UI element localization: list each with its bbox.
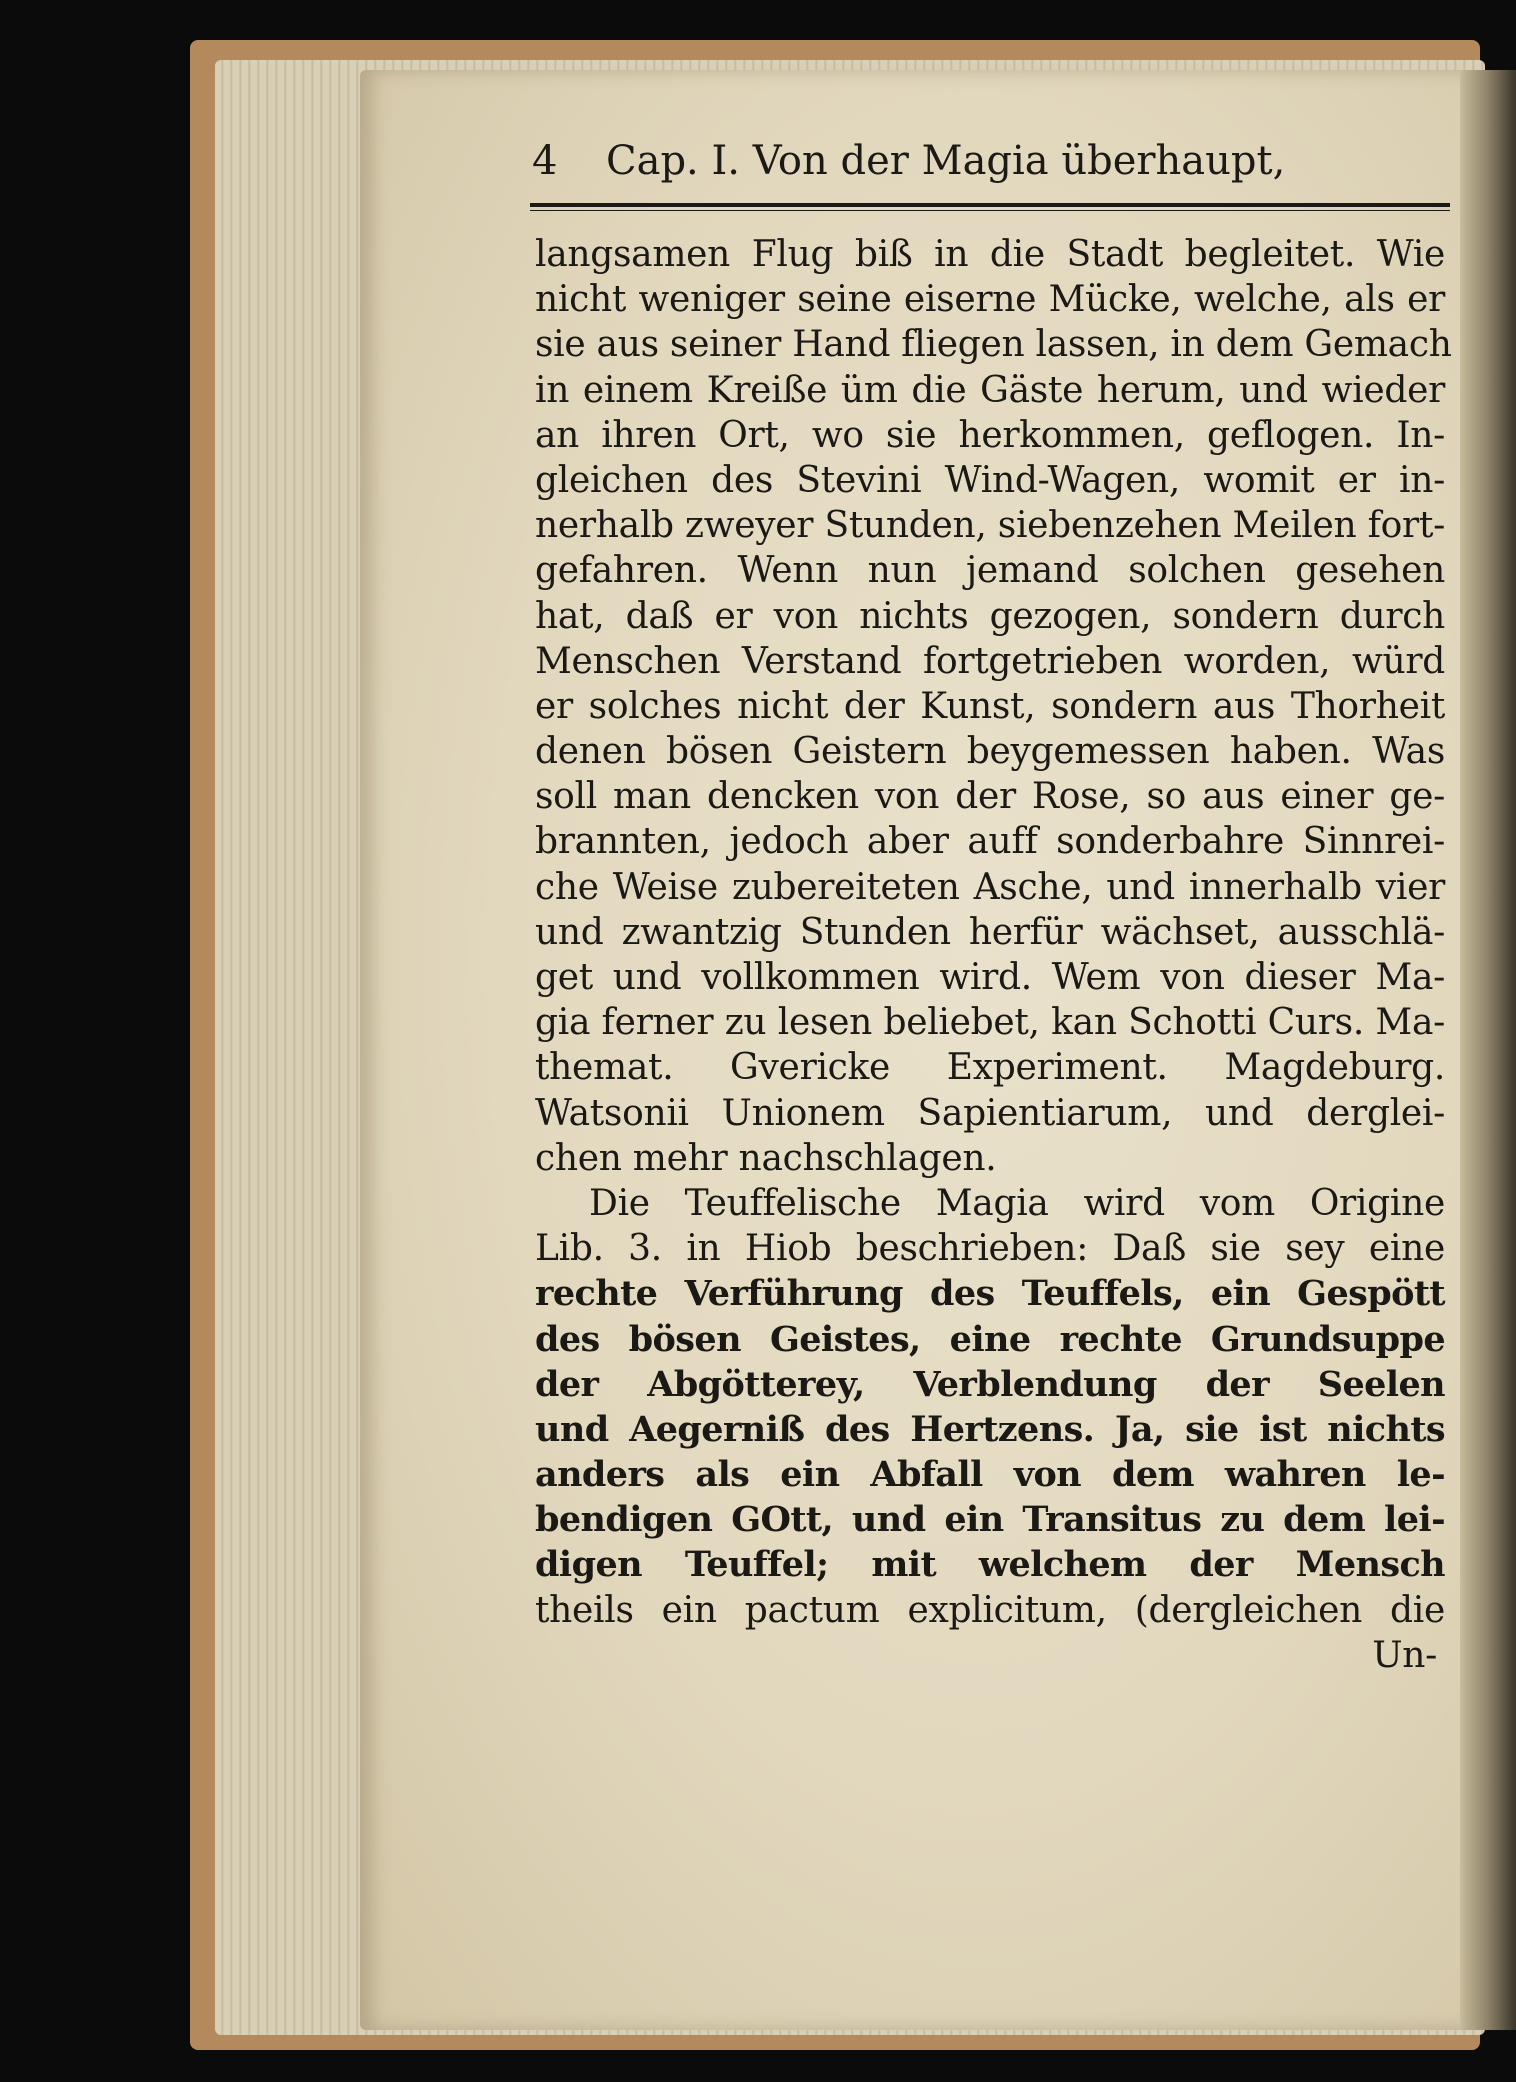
text-line: in einem Kreiße üm die Gäste herum, und wieder bbox=[535, 369, 1445, 411]
text-line: rechte Verführung des Teuffels, ein Gespött bbox=[535, 1273, 1445, 1315]
text-line: Watsonii Unionem Sapientiarum, und derglei- bbox=[535, 1092, 1445, 1134]
text-line: brannten, jedoch aber auff sonderbahre Sinnrei- bbox=[535, 821, 1445, 863]
text-line: bendigen GOtt, und ein Transitus zu dem lei- bbox=[535, 1499, 1445, 1541]
running-head bbox=[532, 138, 1452, 198]
text-line: anders als ein Abfall von dem wahren le- bbox=[535, 1454, 1445, 1496]
text-line: und zwantzig Stunden herfür wächset, ausschlä- bbox=[535, 911, 1445, 953]
text-line: nicht weniger seine eiserne Mücke, welche, als er bbox=[535, 279, 1445, 321]
text-line: digen Teuffel; mit welchem der Mensch bbox=[535, 1544, 1445, 1586]
text-line: an ihren Ort, wo sie herkommen, geflogen. In- bbox=[535, 414, 1445, 456]
text-line: der Abgötterey, Verblendung der Seelen bbox=[535, 1363, 1445, 1405]
text-line: Die Teuffelische Magia wird vom Origine bbox=[589, 1182, 1445, 1224]
text-line: gleichen des Stevini Wind-Wagen, womit er in- bbox=[535, 459, 1445, 501]
text-line: gefahren. Wenn nun jemand solchen gesehen bbox=[535, 550, 1445, 592]
text-line: denen bösen Geistern beygemessen haben. Was bbox=[535, 731, 1445, 773]
running-title: Cap. I. Von der Magia überhaupt, bbox=[606, 138, 1286, 184]
catchword: Un- bbox=[1372, 1634, 1437, 1676]
text-line: chen mehr nachschlagen. bbox=[535, 1137, 997, 1179]
text-line: langsamen Flug biß in die Stadt begleitet. Wie bbox=[535, 234, 1445, 275]
text-line: nerhalb zweyer Stunden, siebenzehen Meilen fort- bbox=[535, 505, 1445, 547]
text-line: soll man dencken von der Rose, so aus einer ge- bbox=[535, 776, 1445, 818]
text-line: che Weise zubereiteten Asche, und innerhalb vier bbox=[535, 866, 1445, 908]
text-line: themat. Gvericke Experiment. Magdeburg. bbox=[535, 1047, 1445, 1089]
text-line: theils ein pactum explicitum, (dergleichen die bbox=[535, 1589, 1445, 1631]
page-number: 4 bbox=[532, 138, 558, 184]
text-line: sie aus seiner Hand fliegen lassen, in dem Gemach bbox=[535, 324, 1452, 366]
head-rule-thin bbox=[530, 210, 1450, 211]
text-line: Lib. 3. in Hiob beschrieben: Daß sie sey eine bbox=[535, 1228, 1445, 1270]
text-line: Menschen Verstand fortgetrieben worden, würd bbox=[535, 640, 1445, 682]
text-line: get und vollkommen wird. Wem von dieser Ma- bbox=[535, 957, 1445, 998]
text-line: gia ferner zu lesen beliebet, kan Schotti Curs. Ma- bbox=[535, 1002, 1445, 1044]
text-line: des bösen Geistes, eine rechte Grundsuppe bbox=[535, 1318, 1445, 1360]
text-line: hat, daß er von nichts gezogen, sondern durch bbox=[535, 595, 1445, 637]
head-rule bbox=[530, 203, 1450, 207]
gutter-shadow bbox=[1460, 70, 1516, 2030]
body-text bbox=[535, 232, 1452, 1678]
text-line: und Aegerniß des Hertzens. Ja, sie ist nichts bbox=[535, 1408, 1445, 1450]
text-line: er solches nicht der Kunst, sondern aus Thorheit bbox=[535, 685, 1445, 727]
